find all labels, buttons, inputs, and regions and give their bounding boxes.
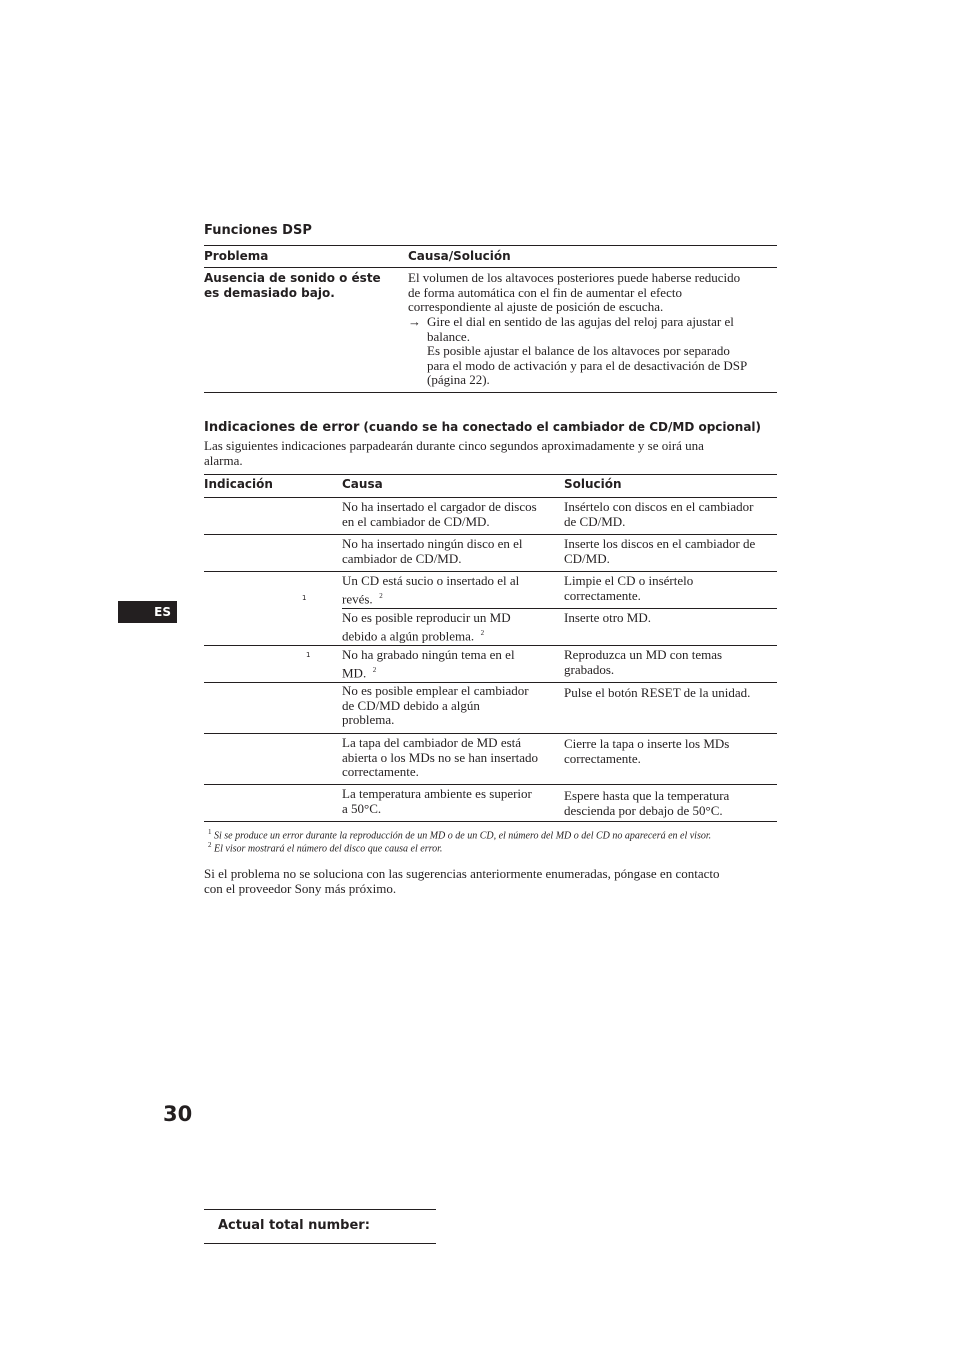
footnote-1-text: Si se produce un error durante la reproducción de un MD o de un CD, el número del MD o del CD no aparecerá en el visor. bbox=[214, 830, 712, 842]
cause-line: No es posible reproducir un MD bbox=[342, 610, 511, 625]
solution-line: Espere hasta que la temperatura bbox=[564, 788, 730, 803]
table-row-cause bbox=[342, 684, 529, 728]
solution-line: correctamente. bbox=[564, 750, 641, 766]
errors-table-top-rule bbox=[204, 474, 777, 475]
solution-line: Limpie el CD o insértelo bbox=[564, 573, 694, 588]
errors-intro-line: Las siguientes indicaciones parpadearán durante cinco segundos aproximadamente y se oirá una bbox=[204, 438, 704, 453]
solution-line: Pulse el botón RESET de la unidad. bbox=[564, 685, 751, 700]
table-row-solution bbox=[564, 789, 729, 818]
errors-col-cause: Causa bbox=[342, 477, 383, 491]
cause-line: cambiador de CD/MD. bbox=[342, 550, 462, 566]
table-row-cause bbox=[342, 574, 519, 606]
cause-line: No ha insertado el cargador de discos bbox=[342, 499, 537, 514]
dsp-col-cause: Causa/Solución bbox=[408, 249, 511, 263]
errors-intro-line: alarma. bbox=[204, 452, 243, 468]
table-row-cause bbox=[342, 787, 532, 816]
table-row-solution bbox=[564, 611, 651, 626]
table-row-solution bbox=[564, 686, 750, 701]
dsp-cause-line: de forma automática con el fin de aumentar el efecto bbox=[408, 284, 682, 300]
dsp-solution-line: (página 22). bbox=[427, 372, 490, 387]
table-row-solution bbox=[564, 500, 754, 529]
cause-line: revés. bbox=[342, 590, 373, 606]
cause-line: MD. bbox=[342, 664, 367, 680]
row-divider bbox=[204, 645, 777, 646]
footnote-mark: 2 bbox=[379, 591, 383, 600]
dsp-table-top-rule bbox=[204, 245, 777, 246]
table-row-solution bbox=[564, 574, 693, 603]
row-divider bbox=[204, 733, 777, 734]
cause-line: en el cambiador de CD/MD. bbox=[342, 513, 490, 529]
dsp-solution bbox=[427, 315, 747, 388]
row-divider bbox=[204, 534, 777, 535]
arrow-right-icon: → bbox=[408, 314, 421, 329]
solution-line: Inserte los discos en el cambiador de bbox=[564, 536, 756, 551]
dsp-cause-line: correspondiente al ajuste de posición de escucha. bbox=[408, 299, 664, 314]
closing-paragraph bbox=[204, 867, 720, 896]
footnote-2-text: El visor mostrará el número del disco que causa el error. bbox=[214, 843, 443, 855]
indication-footnote-mark: 1 bbox=[306, 651, 311, 659]
errors-header-rule bbox=[204, 497, 777, 498]
errors-col-indication: Indicación bbox=[204, 477, 273, 491]
row-divider bbox=[204, 784, 777, 785]
errors-heading bbox=[204, 418, 761, 436]
table-row-cause bbox=[342, 500, 537, 529]
solution-line: correctamente. bbox=[564, 587, 641, 603]
cause-line: No es posible emplear el cambiador bbox=[342, 683, 529, 698]
row-divider bbox=[204, 571, 777, 572]
cause-line: problema. bbox=[342, 712, 395, 727]
cause-line: de CD/MD debido a algún bbox=[342, 697, 480, 713]
table-row-solution bbox=[564, 648, 722, 677]
footnote-2-mark: 2 bbox=[208, 841, 212, 849]
dsp-solution-line: Es posible ajustar el balance de los altavoces por separado bbox=[427, 343, 730, 358]
cause-line: Un CD está sucio o insertado el al bbox=[342, 573, 520, 588]
cause-line: La temperatura ambiente es superior bbox=[342, 786, 532, 801]
table-row-cause bbox=[342, 537, 523, 566]
dsp-solution-line: Gire el dial en sentido de las agujas del reloj para ajustar el bbox=[427, 314, 734, 329]
dsp-table-bottom-rule bbox=[204, 392, 777, 393]
footnote-2 bbox=[208, 839, 442, 855]
table-row-cause bbox=[342, 611, 511, 643]
language-tab: ES bbox=[118, 601, 177, 623]
dsp-solution-line: balance. bbox=[427, 328, 470, 344]
cause-line: correctamente. bbox=[342, 764, 419, 779]
footnote-mark: 2 bbox=[480, 628, 485, 637]
cause-line: La tapa del cambiador de MD está bbox=[342, 735, 522, 750]
row-divider bbox=[342, 608, 777, 609]
errors-heading-title: Indicaciones de error bbox=[204, 420, 360, 435]
cause-line: debido a algún problema. bbox=[342, 627, 475, 643]
solution-line: de CD/MD. bbox=[564, 513, 626, 529]
solution-line: descienda por debajo de 50°C. bbox=[564, 802, 723, 818]
table-row-cause bbox=[342, 736, 538, 780]
page-number: 30 bbox=[163, 1102, 193, 1126]
solution-line: Inserte otro MD. bbox=[564, 610, 652, 625]
dsp-col-problem: Problema bbox=[204, 249, 269, 263]
table-row-solution bbox=[564, 737, 729, 766]
solution-line: CD/MD. bbox=[564, 550, 610, 566]
dsp-heading: Funciones DSP bbox=[204, 223, 312, 238]
solution-line: Reproduzca un MD con temas bbox=[564, 647, 723, 662]
cause-line: No ha insertado ningún disco en el bbox=[342, 536, 523, 551]
cause-line: a 50°C. bbox=[342, 800, 382, 816]
total-box bbox=[204, 1209, 436, 1244]
dsp-header-rule bbox=[204, 267, 777, 268]
footnote-1-mark: 1 bbox=[208, 828, 212, 836]
errors-intro bbox=[204, 439, 704, 468]
total-label: Actual total number: bbox=[218, 1218, 370, 1233]
dsp-cause-line: El volumen de los altavoces posteriores puede haberse reducido bbox=[408, 270, 741, 285]
footnote-mark: 2 bbox=[372, 665, 377, 674]
closing-line: con el proveedor Sony más próximo. bbox=[204, 880, 397, 896]
errors-table-bottom-rule bbox=[204, 821, 777, 822]
errors-col-solution: Solución bbox=[564, 477, 622, 491]
table-row-cause bbox=[342, 648, 515, 680]
dsp-cause bbox=[408, 271, 740, 315]
cause-line: No ha grabado ningún tema en el bbox=[342, 647, 515, 662]
errors-heading-note: (cuando se ha conectado el cambiador de CD/MD opcional) bbox=[363, 420, 762, 434]
closing-line: Si el problema no se soluciona con las sugerencias anteriormente enumeradas, póngase en contacto bbox=[204, 866, 720, 881]
table-row-solution bbox=[564, 537, 755, 566]
dsp-solution-line: para el modo de activación y para el de desactivación de DSP bbox=[427, 357, 748, 373]
dsp-problem: Ausencia de sonido o éste es demasiado bajo. bbox=[204, 271, 381, 300]
solution-line: grabados. bbox=[564, 661, 615, 677]
solution-line: Cierre la tapa o inserte los MDs bbox=[564, 736, 730, 751]
cause-line: abierta o los MDs no se han insertado bbox=[342, 749, 539, 765]
solution-line: Insértelo con discos en el cambiador bbox=[564, 499, 754, 514]
indication-footnote-mark: 1 bbox=[302, 594, 307, 602]
